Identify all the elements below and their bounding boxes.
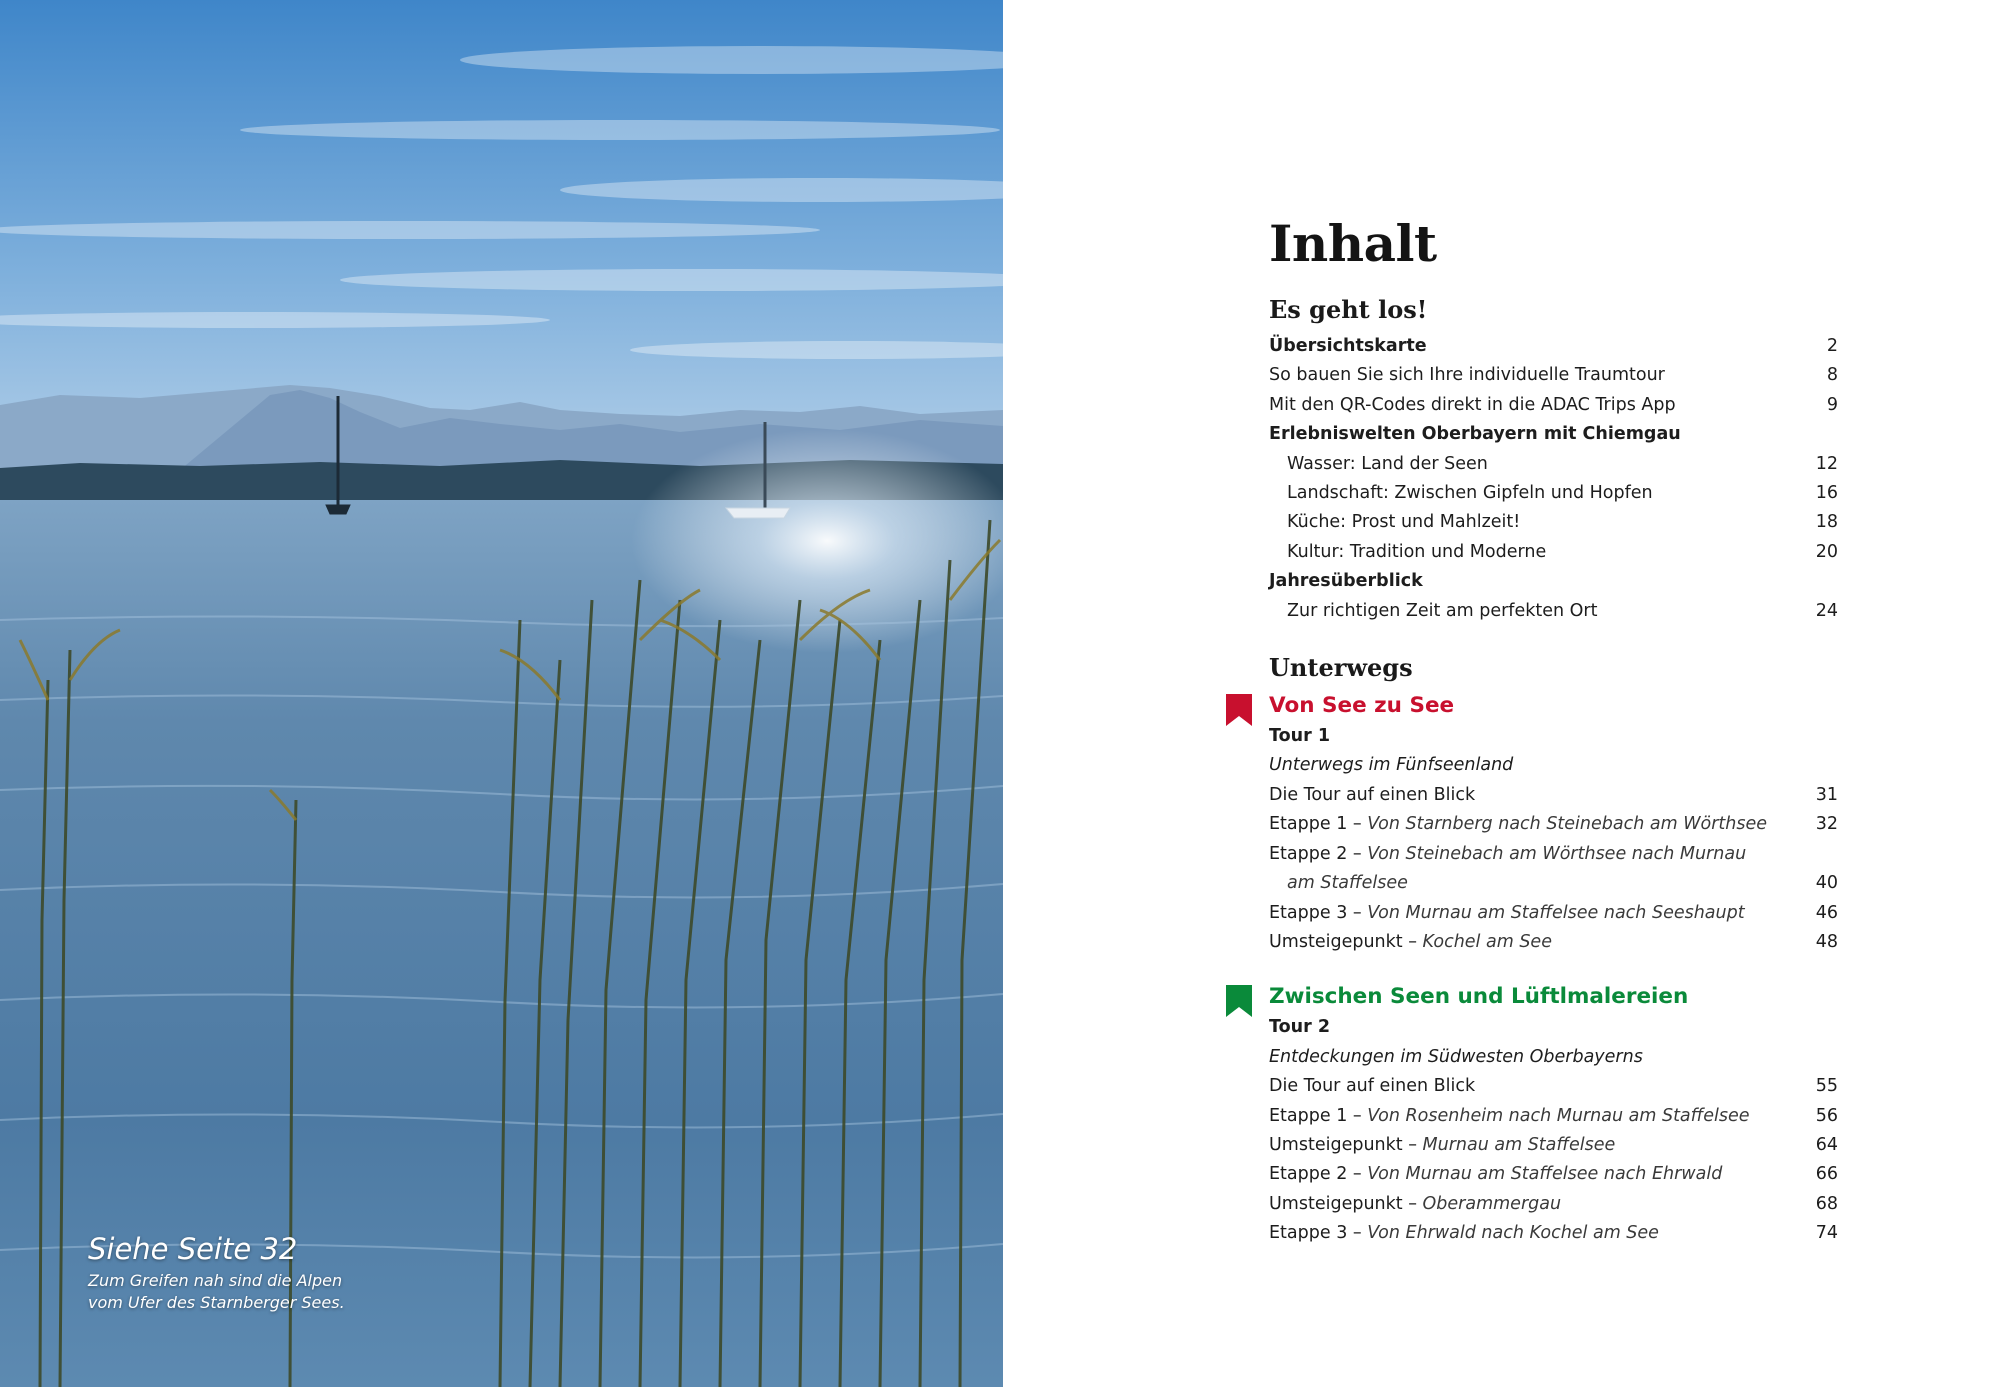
tour-1-block	[1269, 690, 1838, 957]
page-title: Inhalt	[1269, 214, 1437, 273]
tour-1-subtitle: Unterwegs im Fünfseenland	[1269, 755, 1514, 776]
tour-2-block	[1269, 981, 1838, 1248]
bookmark-green-icon	[1226, 985, 1252, 1017]
toc-entry[interactable]: Etappe 1 – Von Starnberg nach Steinebach am Wörthsee 32	[1269, 814, 1838, 835]
photo-page	[0, 0, 1003, 1387]
toc-subheading: Erlebniswelten Oberbayern mit Chiemgau	[1269, 424, 1681, 445]
caption-text-line2: vom Ufer des Starnberger Sees.	[88, 1293, 345, 1312]
toc-entry[interactable]: Etappe 3 – Von Ehrwald nach Kochel am See 74	[1269, 1223, 1838, 1244]
tour-2-number: Tour 2	[1269, 1017, 1330, 1038]
toc-entry[interactable]: Mit den QR-Codes direkt in die ADAC Trips App 9	[1269, 394, 1838, 415]
toc-entry[interactable]: Küche: Prost und Mahlzeit! 18	[1287, 512, 1838, 533]
tour-1-number: Tour 1	[1269, 726, 1330, 747]
table-of-contents	[1269, 214, 1838, 1249]
toc-entry[interactable]: Etappe 3 – Von Murnau am Staffelsee nach Seeshaupt 46	[1269, 902, 1838, 923]
bookmark-red-icon	[1226, 694, 1252, 726]
toc-entry[interactable]: Wasser: Land der Seen 12	[1287, 453, 1838, 474]
toc-entry[interactable]: Umsteigepunkt – Oberammergau 68	[1269, 1193, 1838, 1214]
toc-entry[interactable]: Etappe 2 – Von Murnau am Staffelsee nach Ehrwald 66	[1269, 1164, 1838, 1185]
tour-2-title[interactable]: Zwischen Seen und Lüftlmalereien	[1269, 984, 1689, 1010]
toc-entry[interactable]: Übersichtskarte 2	[1269, 336, 1838, 356]
toc-entry[interactable]: Die Tour auf einen Blick 31	[1269, 784, 1838, 805]
photo-caption	[88, 1232, 408, 1314]
section-heading-unterwegs: Unterwegs	[1269, 653, 1413, 683]
toc-entry[interactable]: Zur richtigen Zeit am perfekten Ort 24	[1287, 600, 1838, 621]
toc-entry-continuation[interactable]: am Staffelsee 40	[1287, 873, 1838, 894]
toc-entry[interactable]: Umsteigepunkt – Murnau am Staffelsee 64	[1269, 1134, 1838, 1155]
section-heading-es-geht-los: Es geht los!	[1269, 295, 1428, 324]
toc-entry[interactable]: Die Tour auf einen Blick 55	[1269, 1076, 1838, 1097]
lake-photo	[0, 0, 1003, 1387]
tour-2-subtitle: Entdeckungen im Südwesten Oberbayerns	[1269, 1046, 1643, 1067]
toc-entry[interactable]: Etappe 2 – Von Steinebach am Wörthsee nach Murnau	[1269, 843, 1747, 864]
tour-1-title[interactable]: Von See zu See	[1269, 693, 1455, 719]
caption-title: Siehe Seite 32	[88, 1232, 298, 1266]
toc-entry[interactable]: Kultur: Tradition und Moderne 20	[1287, 541, 1838, 562]
toc-entry[interactable]: So bauen Sie sich Ihre individuelle Traumtour 8	[1269, 365, 1838, 386]
toc-entry[interactable]: Landschaft: Zwischen Gipfeln und Hopfen 16	[1287, 483, 1838, 504]
toc-subheading: Jahresüberblick	[1269, 571, 1423, 592]
toc-entry[interactable]: Etappe 1 – Von Rosenheim nach Murnau am Staffelsee 56	[1269, 1105, 1838, 1126]
toc-entry[interactable]: Umsteigepunkt – Kochel am See 48	[1269, 931, 1838, 952]
caption-text-line1: Zum Greifen nah sind die Alpen	[88, 1271, 343, 1290]
toc-page	[1003, 0, 2007, 1387]
